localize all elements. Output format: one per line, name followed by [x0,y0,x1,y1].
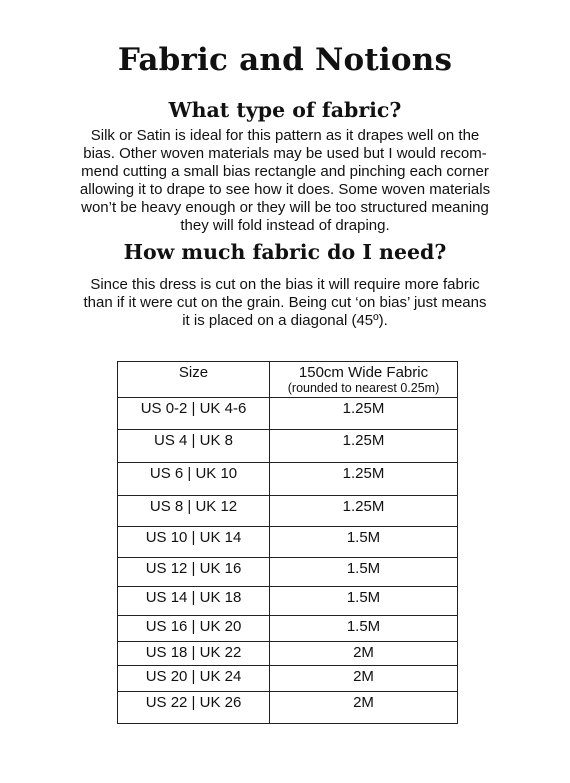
header-fabric [270,362,458,398]
size-cell: US 22 | UK 26 [118,692,270,724]
size-cell: US 0-2 | UK 4-6 [118,398,270,430]
table-row [118,558,458,587]
section-heading-fabric-amount: How much fabric do I need? [123,240,447,264]
paragraph-line: than if it were cut on the grain. Being cut ‘on bias’ just means [83,294,487,311]
size-cell: US 18 | UK 22 [118,642,270,666]
paragraph-line: won’t be heavy enough or they will be too structured meaning [81,199,489,216]
paragraph-line: they will fold instead of draping. [180,217,390,234]
size-cell: US 4 | UK 8 [118,430,270,463]
amount-cell: 1.5M [270,558,458,587]
paragraph-line: allowing it to drape to see how it does. Some woven materials [79,181,491,198]
size-cell: US 20 | UK 24 [118,666,270,692]
fabric-amount-paragraph [50,276,520,330]
table-row [118,692,458,724]
paragraph-line: it is placed on a diagonal (45º). [182,312,388,329]
table-row [118,616,458,642]
size-cell: US 6 | UK 10 [118,463,270,496]
amount-cell: 2M [270,692,458,724]
amount-cell: 1.25M [270,430,458,463]
fabric-type-paragraph [50,127,520,235]
amount-cell: 1.5M [270,616,458,642]
amount-cell: 1.5M [270,587,458,616]
size-cell: US 12 | UK 16 [118,558,270,587]
paragraph-line: Silk or Satin is ideal for this pattern as it drapes well on the [90,127,480,144]
table-row [118,496,458,527]
paragraph-line: bias. Other woven materials may be used but I would recom- [83,145,487,162]
amount-cell: 1.25M [270,398,458,430]
table-header-row [118,362,458,398]
section-heading-fabric-type: What type of fabric? [168,98,402,122]
table-row [118,430,458,463]
paragraph-line: mend cutting a small bias rectangle and pinching each corner [81,163,489,180]
table-row [118,527,458,558]
amount-cell: 2M [270,666,458,692]
header-fabric-note: (rounded to nearest 0.25m) [287,381,440,395]
fabric-requirements-table [117,361,458,724]
amount-cell: 1.25M [270,463,458,496]
amount-cell: 1.25M [270,496,458,527]
page-title: Fabric and Notions [117,42,453,78]
size-cell: US 16 | UK 20 [118,616,270,642]
amount-cell: 2M [270,642,458,666]
amount-cell: 1.5M [270,527,458,558]
size-cell: US 14 | UK 18 [118,587,270,616]
table-row [118,398,458,430]
table-row [118,666,458,692]
table-row [118,463,458,496]
header-fabric-label: 150cm Wide Fabric [298,364,429,381]
paragraph-line: Since this dress is cut on the bias it will require more fabric [90,276,480,293]
table-row [118,642,458,666]
size-cell: US 8 | UK 12 [118,496,270,527]
size-cell: US 10 | UK 14 [118,527,270,558]
header-size: Size [118,362,270,398]
table-row [118,587,458,616]
